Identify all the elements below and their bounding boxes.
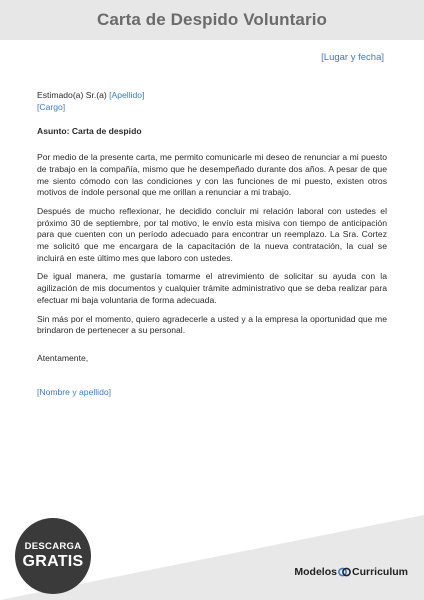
brand-text-right: Curriculum [351, 566, 408, 578]
paragraph-1: Por medio de la presente carta, me permito comunicarle mi deseo de renunciar a mi puesto de trabajo en la compañía, mismo que he desempeñado durante dos años. A pesar de que me siento cómodo con las condiciones y con las funciones de mi puesto, existen otros motivos de índole personal que me orillan a renunciar a mi trabajo. [37, 152, 387, 198]
free-download-badge[interactable] [15, 518, 91, 594]
brand-logo [294, 566, 408, 578]
letter-body [37, 90, 387, 398]
document-title: Carta de Despido Voluntario [96, 10, 328, 29]
closing-line: Atentamente, [37, 352, 89, 363]
greeting-line [37, 90, 387, 102]
position-placeholder: [Cargo] [37, 101, 66, 112]
brand-text-left: Modelos [294, 566, 337, 578]
paragraph-4: Sin más por el momento, quiero agradecerle a usted y a la empresa la oportunidad que me brindaron de pertenecer a su personal. [37, 313, 387, 336]
cv-logo-icon [338, 567, 351, 577]
paragraph-3: De igual manera, me gustaría tomarme el atrevimiento de solicitar su ayuda con la agilización de mis documentos y cualquier trámite administrativo que se deba realizar para efectuar mi baja voluntaria de forma adecuada. [37, 271, 387, 305]
document-header [0, 0, 424, 40]
greeting-text: Estimado(a) Sr.(a) [37, 90, 107, 100]
surname-placeholder: [Apellido] [109, 90, 145, 100]
badge-line-1: DESCARGA [24, 541, 82, 552]
signature-placeholder: [Nombre y apellido] [37, 386, 112, 397]
badge-line-2: GRATIS [22, 553, 84, 570]
place-date-placeholder: [Lugar y fecha] [321, 52, 384, 63]
letter-subject: Asunto: Carta de despido [37, 126, 142, 137]
paragraph-2: Después de mucho reflexionar, he decidido concluir mi relación laboral con ustedes el próximo 30 de septiembre, por tal motivo, le envío esta misiva con tiempo de anticipación para que cuenten con un período adecuado para encontrar un reemplazo. La Sra. Cortez me solicitó que me encargara de la capacitación de la nueva contratación, la cual se incluirá en este último mes que laboro con ustedes. [37, 205, 387, 263]
